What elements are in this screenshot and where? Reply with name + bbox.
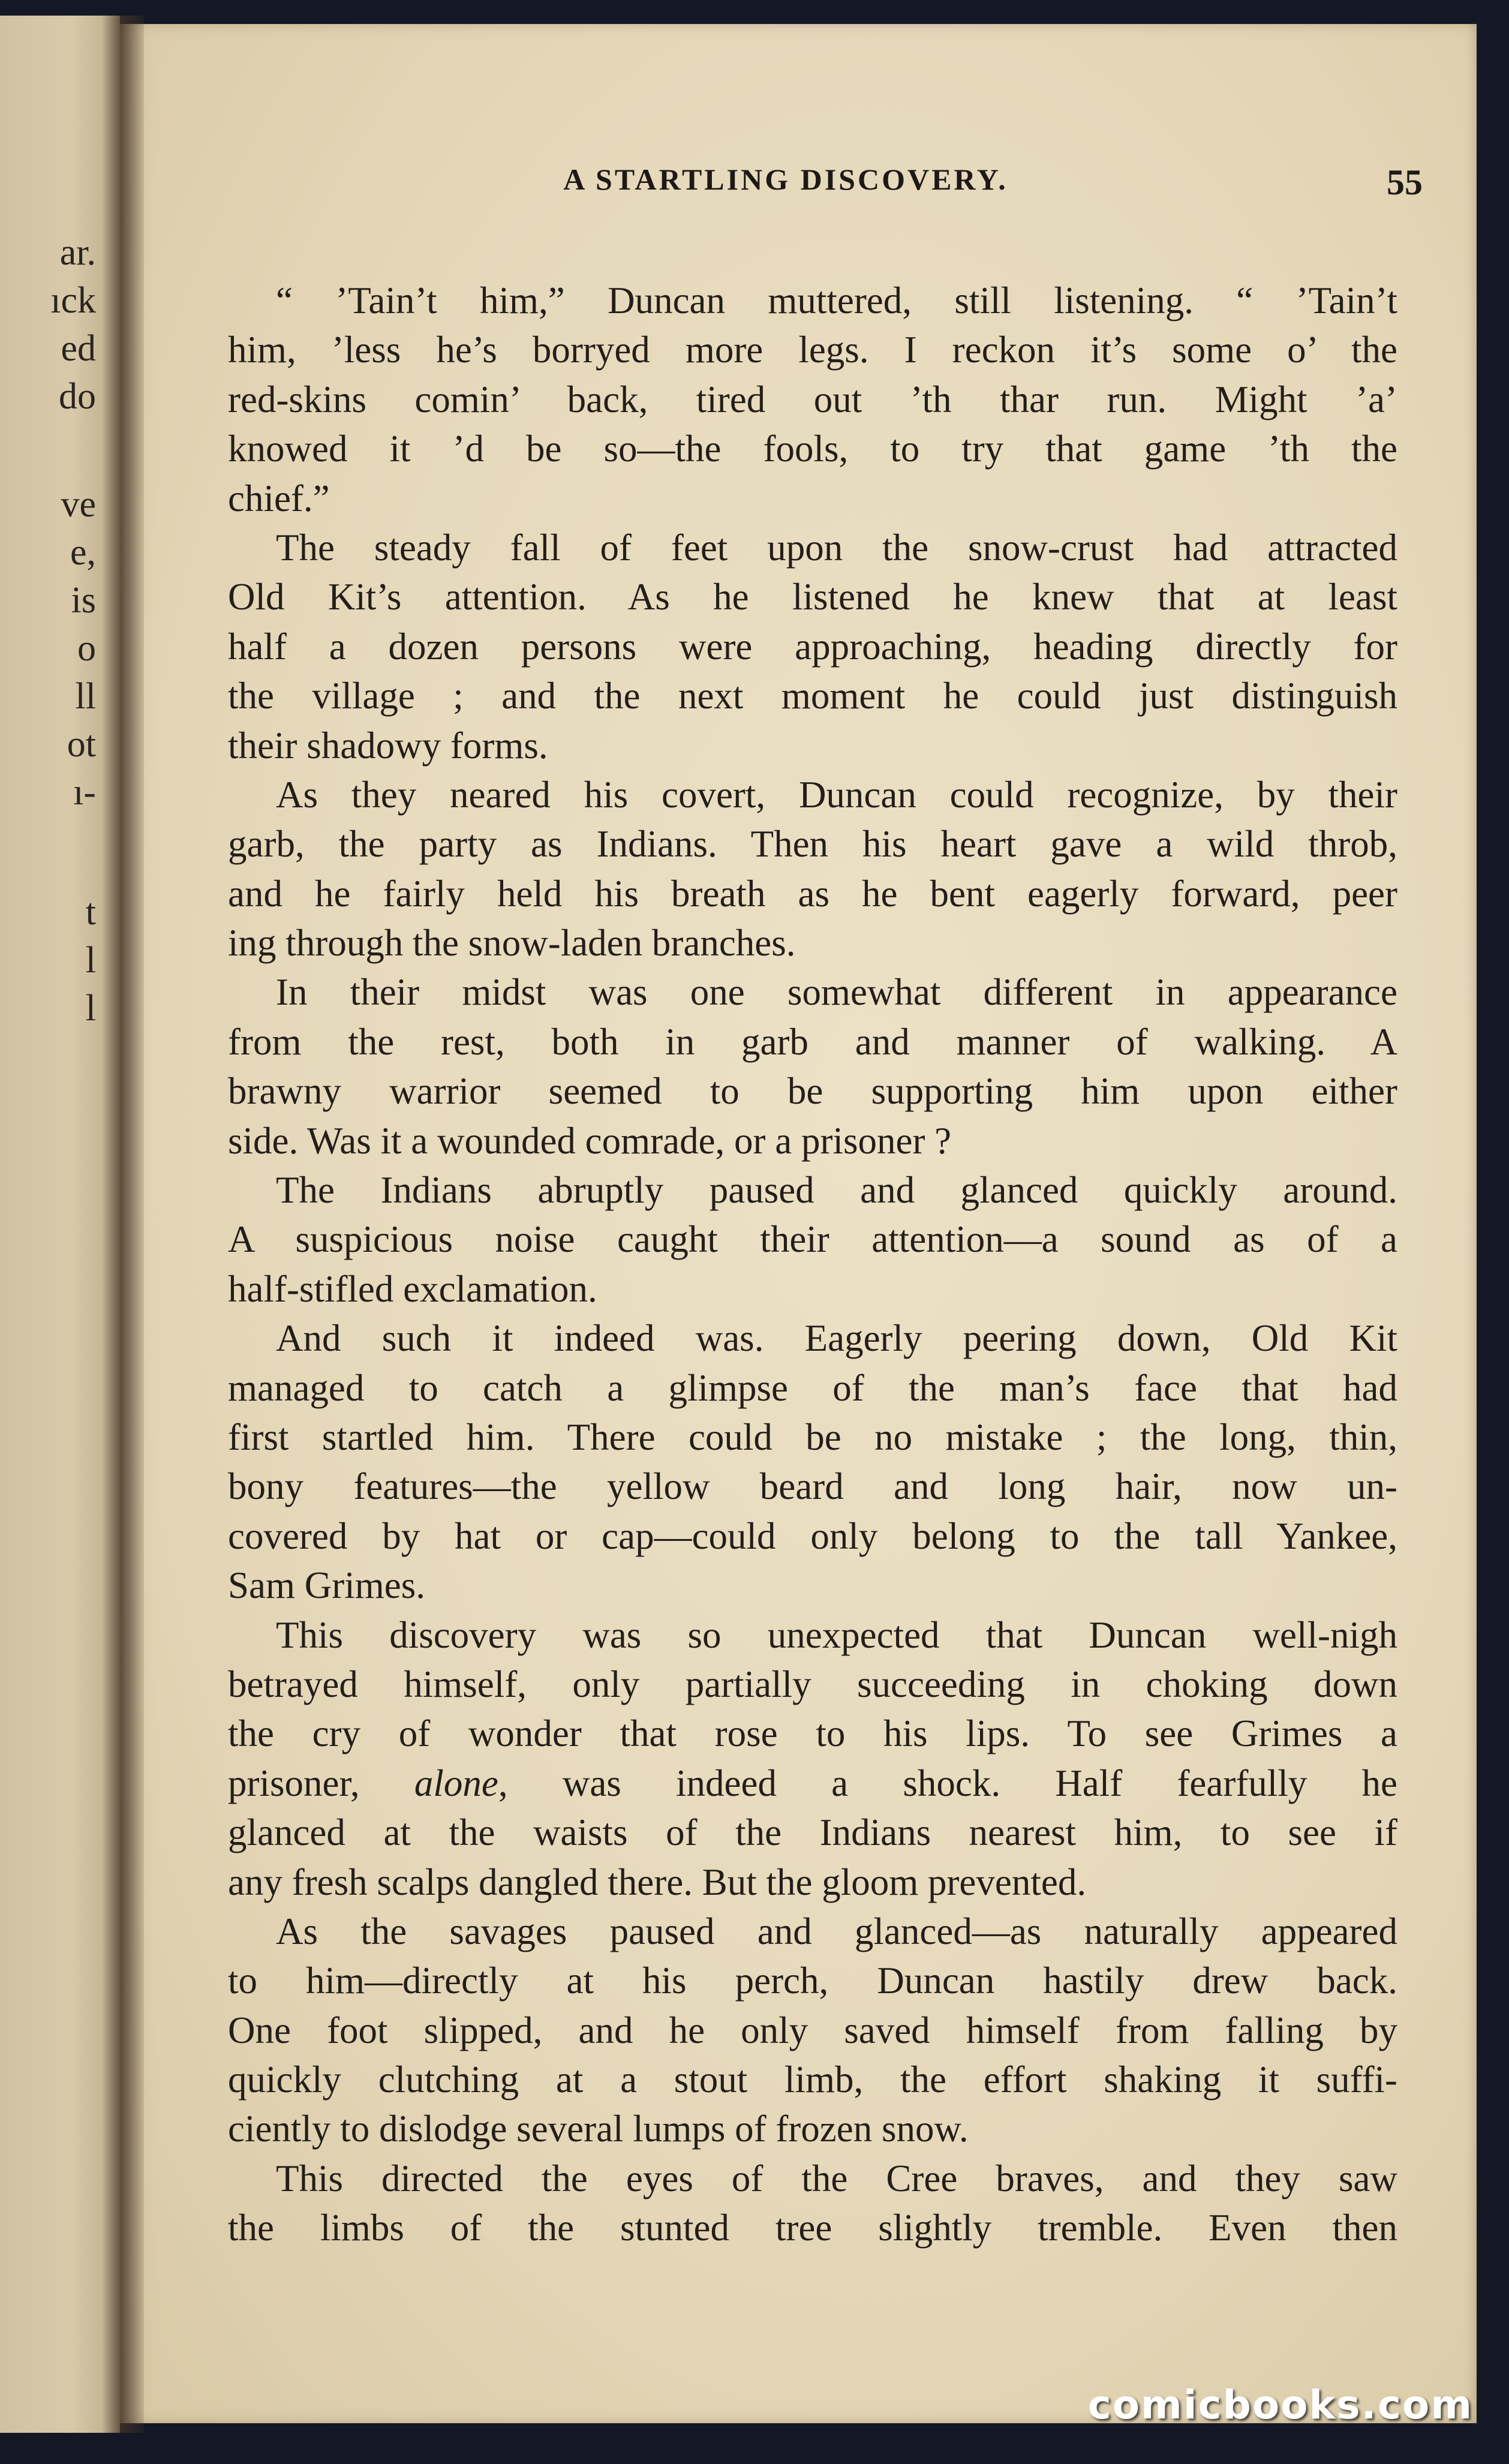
book-page (120, 24, 1477, 2423)
left-fragment: l (85, 988, 96, 1029)
text-line: first startled him. There could be no mistake ; the long, thin, (228, 1416, 1397, 1458)
text-line: quickly clutching at a stout limb, the effort shaking it suffi- (228, 2059, 1397, 2101)
text-line: any fresh scalps dangled there. But the gloom prevented. (228, 1861, 1087, 1903)
text-line: This discovery was so unexpected that Duncan well-nigh (276, 1613, 1397, 1656)
text-line: glanced at the waists of the Indians nearest him, to see if (228, 1811, 1397, 1854)
left-fragment: is (71, 580, 96, 621)
text-line: to him—directly at his perch, Duncan hastily drew back. (228, 1960, 1397, 2002)
left-fragment: ll (75, 676, 96, 717)
text-line: chief.” (228, 477, 330, 519)
text-line: covered by hat or cap—could only belong to the tall Yankee, (228, 1515, 1397, 1557)
text-line: knowed it ’d be so—the fools, to try that game ’th the (228, 428, 1397, 470)
emphasized-word: alone (414, 1762, 498, 1804)
text-line: their shadowy forms. (228, 724, 548, 767)
book-gutter-shadow (102, 16, 144, 2433)
page-number: 55 (1387, 163, 1423, 202)
text-line: ciently to dislodge several lumps of frozen snow. (228, 2108, 969, 2150)
left-fragment: ar. (59, 232, 96, 273)
left-fragment: ed (61, 328, 96, 369)
left-fragment: do (59, 376, 96, 417)
text-line: the cry of wonder that rose to his lips. To see Grimes a (228, 1712, 1397, 1755)
left-fragment: ı- (73, 772, 96, 813)
text-line: prisoner, alone, was indeed a shock. Half fearfully he (228, 1762, 1397, 1804)
left-fragment: o (77, 628, 96, 669)
text-line: bony features—the yellow beard and long hair, now un- (228, 1465, 1397, 1508)
left-fragment: ot (67, 724, 96, 765)
left-fragment: e, (70, 532, 96, 573)
text-line: side. Was it a wounded comrade, or a prisoner ? (228, 1119, 952, 1162)
text-line: half a dozen persons were approaching, heading directly for (228, 625, 1397, 668)
running-head (120, 162, 1477, 210)
text-line: betrayed himself, only partially succeeding in choking down (228, 1663, 1397, 1705)
text-line: “ ’Tain’t him,” Duncan muttered, still listening. “ ’Tain’t (276, 280, 1397, 321)
body-text (228, 276, 1397, 2253)
text-line: Sam Grimes. (228, 1564, 425, 1607)
text-line: The Indians abruptly paused and glanced quickly around. (276, 1169, 1397, 1212)
text-line: managed to catch a glimpse of the man’s face that had (228, 1366, 1397, 1409)
text-line: In their midst was one somewhat different in appearance (276, 971, 1397, 1014)
text-line: the limbs of the stunted tree slightly tremble. Even then (228, 2207, 1397, 2249)
text-line: This directed the eyes of the Cree braves, and they saw (276, 2157, 1397, 2199)
text-line: and he fairly held his breath as he bent eagerly forward, peer (228, 872, 1397, 915)
text-line: The steady fall of feet upon the snow-crust had attracted (276, 526, 1397, 569)
text-line: ing through the snow-laden branches. (228, 922, 796, 964)
chapter-title: A STARTLING DISCOVERY. (563, 163, 1008, 196)
text-line: from the rest, both in garb and manner of walking. A (228, 1020, 1397, 1063)
text-line: half-stifled exclamation. (228, 1267, 597, 1310)
text-line: him, ’less he’s borryed more legs. I reckon it’s some o’ the (228, 329, 1397, 371)
left-fragment: ıck (50, 280, 96, 321)
left-fragment: t (85, 892, 96, 933)
text-line: garb, the party as Indians. Then his heart gave a wild throb, (228, 823, 1397, 866)
left-fragment: ve (61, 484, 96, 525)
text-line: brawny warrior seemed to be supporting him upon either (228, 1070, 1397, 1113)
site-watermark: comicbooks.com (1087, 2382, 1473, 2428)
left-fragment: l (85, 940, 96, 981)
text-line: the village ; and the next moment he could just distinguish (228, 675, 1397, 717)
text-line: red-skins comin’ back, tired out ’th thar run. Might ’a’ (228, 378, 1397, 420)
text-line: As the savages paused and glanced—as naturally appeared (276, 1910, 1397, 1952)
text-line: As they neared his covert, Duncan could recognize, by their (276, 773, 1397, 816)
text-line: One foot slipped, and he only saved himself from falling by (228, 2009, 1397, 2051)
text-line: And such it indeed was. Eagerly peering down, Old Kit (276, 1317, 1397, 1360)
text-line: Old Kit’s attention. As he listened he knew that at least (228, 576, 1397, 618)
text-line: A suspicious noise caught their attention—a sound as of a (228, 1218, 1397, 1261)
